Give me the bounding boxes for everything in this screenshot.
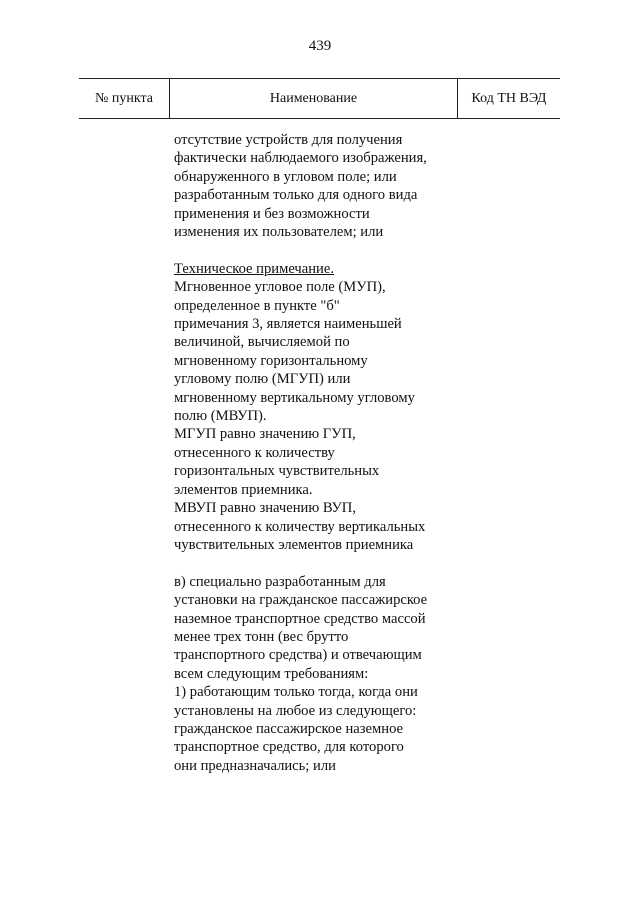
- paragraph-1: [174, 131, 474, 241]
- spacer: [174, 241, 474, 259]
- header-item-number: № пункта: [79, 79, 170, 118]
- text-line: Мгновенное угловое поле (МУП),: [174, 279, 386, 296]
- text-line: отнесенного к количеству вертикальных: [174, 518, 426, 535]
- text-line: чувствительных элементов приемника: [174, 536, 414, 553]
- text-line: мгновенному горизонтальному: [174, 352, 368, 369]
- table-header: [79, 78, 560, 119]
- header-name: Наименование: [170, 79, 458, 118]
- text-line: элементов приемника.: [174, 481, 313, 498]
- page-number: 439: [308, 38, 332, 54]
- text-line: величиной, вычисляемой по: [174, 334, 350, 351]
- text-line: полю (МВУП).: [174, 408, 267, 425]
- document-body: [174, 131, 474, 775]
- spacer: [174, 554, 474, 572]
- header-customs-code: Код ТН ВЭД: [471, 90, 547, 106]
- text-line: МВУП равно значению ВУП,: [174, 500, 356, 517]
- paragraph-3: [174, 573, 474, 775]
- text-line: всем следующим требованиям:: [174, 665, 369, 682]
- text-line: транспортного средства) и отвечающим: [174, 647, 422, 664]
- text-line: угловому полю (МГУП) или: [174, 371, 351, 388]
- text-line: менее трех тонн (вес брутто: [174, 628, 349, 645]
- text-line: наземное транспортное средство массой: [174, 610, 426, 627]
- text-line: 1) работающим только тогда, когда они: [174, 684, 418, 701]
- text-line: фактически наблюдаемого изображения,: [174, 150, 427, 167]
- text-line: обнаруженного в угловом поле; или: [174, 168, 397, 185]
- text-line: изменения их пользователем; или: [174, 224, 384, 241]
- text-line: применения и без возможности: [174, 205, 370, 222]
- text-line: разработанным только для одного вида: [174, 187, 418, 204]
- text-line: МГУП равно значению ГУП,: [174, 426, 356, 443]
- text-line: мгновенному вертикальному угловому: [174, 389, 415, 406]
- text-line: отнесенного к количеству: [174, 444, 335, 461]
- text-line: в) специально разработанным для: [174, 573, 386, 590]
- text-line: примечания 3, является наименьшей: [174, 316, 402, 333]
- text-line: установлены на любое из следующего:: [174, 702, 417, 719]
- text-line: транспортное средство, для которого: [174, 739, 404, 756]
- text-line: горизонтальных чувствительных: [174, 463, 380, 480]
- note-heading: Техническое примечание.: [174, 260, 334, 277]
- text-line: они предназначались; или: [174, 757, 336, 774]
- text-line: установки на гражданское пассажирское: [174, 592, 428, 609]
- text-line: определенное в пункте "б": [174, 297, 340, 314]
- text-line: отсутствие устройств для получения: [174, 132, 403, 148]
- technical-note: [174, 260, 474, 555]
- text-line: гражданское пассажирское наземное: [174, 720, 404, 737]
